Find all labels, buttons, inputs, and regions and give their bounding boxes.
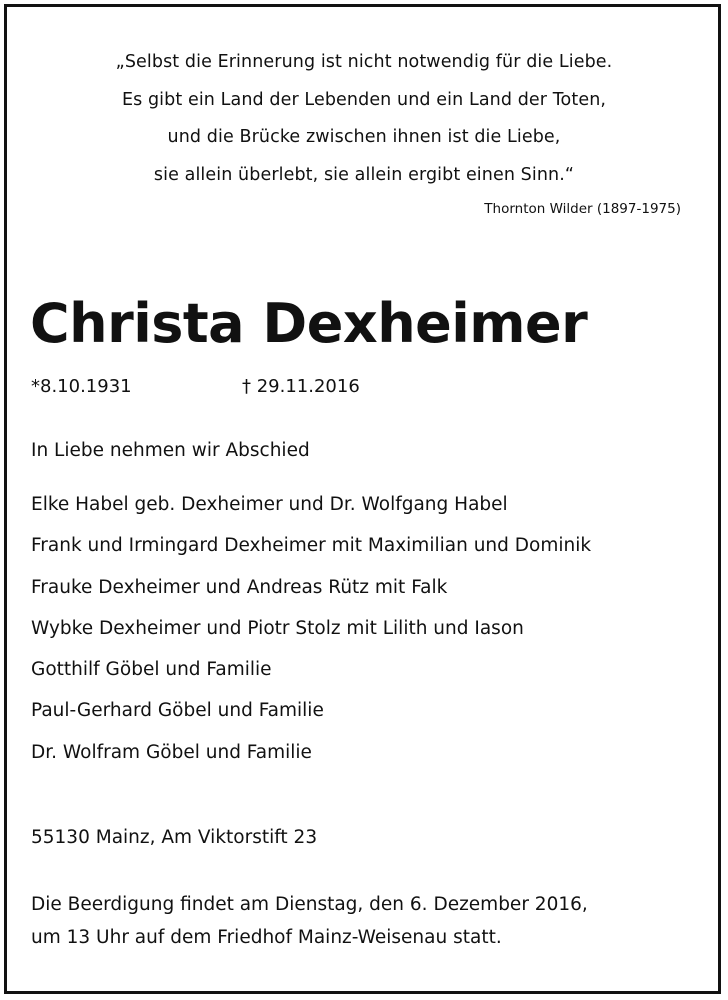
quote-block bbox=[0, 44, 728, 194]
quote-line: „Selbst die Erinnerung ist nicht notwendig für die Liebe. bbox=[115, 52, 613, 72]
quote-attribution: Thornton Wilder (1897-1975) bbox=[484, 201, 681, 217]
family-address: 55130 Mainz, Am Viktorstift 23 bbox=[31, 827, 318, 848]
mourner-entry: Elke Habel geb. Dexheimer und Dr. Wolfgang Habel bbox=[31, 494, 508, 515]
quote-line: Es gibt ein Land der Lebenden und ein Land der Toten, bbox=[121, 89, 607, 110]
mourner-entry: Frauke Dexheimer und Andreas Rütz mit Falk bbox=[31, 576, 448, 598]
mourner-entry: Paul-Gerhard Göbel und Familie bbox=[31, 700, 324, 722]
farewell-text: In Liebe nehmen wir Abschied bbox=[31, 440, 310, 461]
mourner-entry: Dr. Wolfram Göbel und Familie bbox=[31, 741, 312, 763]
funeral-line: Die Beerdigung findet am Dienstag, den 6. Dezember 2016, bbox=[31, 894, 588, 915]
mourner-entry: Gotthilf Göbel und Familie bbox=[31, 659, 272, 681]
birth-date: *8.10.1931 bbox=[31, 376, 132, 397]
mourner-entry: Wybke Dexheimer und Piotr Stolz mit Lilith und Iason bbox=[31, 617, 524, 639]
mourners-list bbox=[31, 484, 591, 773]
quote-line: und die Brücke zwischen ihnen ist die Liebe, bbox=[167, 127, 561, 147]
deceased-name: Christa Dexheimer bbox=[30, 292, 588, 355]
funeral-info bbox=[31, 888, 588, 954]
mourner-entry: Frank und Irmingard Dexheimer mit Maximilian und Dominik bbox=[31, 535, 592, 557]
quote-line: sie allein überlebt, sie allein ergibt einen Sinn.“ bbox=[153, 164, 575, 185]
funeral-line: um 13 Uhr auf dem Friedhof Mainz-Weisenau statt. bbox=[31, 927, 502, 948]
death-date: † 29.11.2016 bbox=[242, 376, 360, 397]
